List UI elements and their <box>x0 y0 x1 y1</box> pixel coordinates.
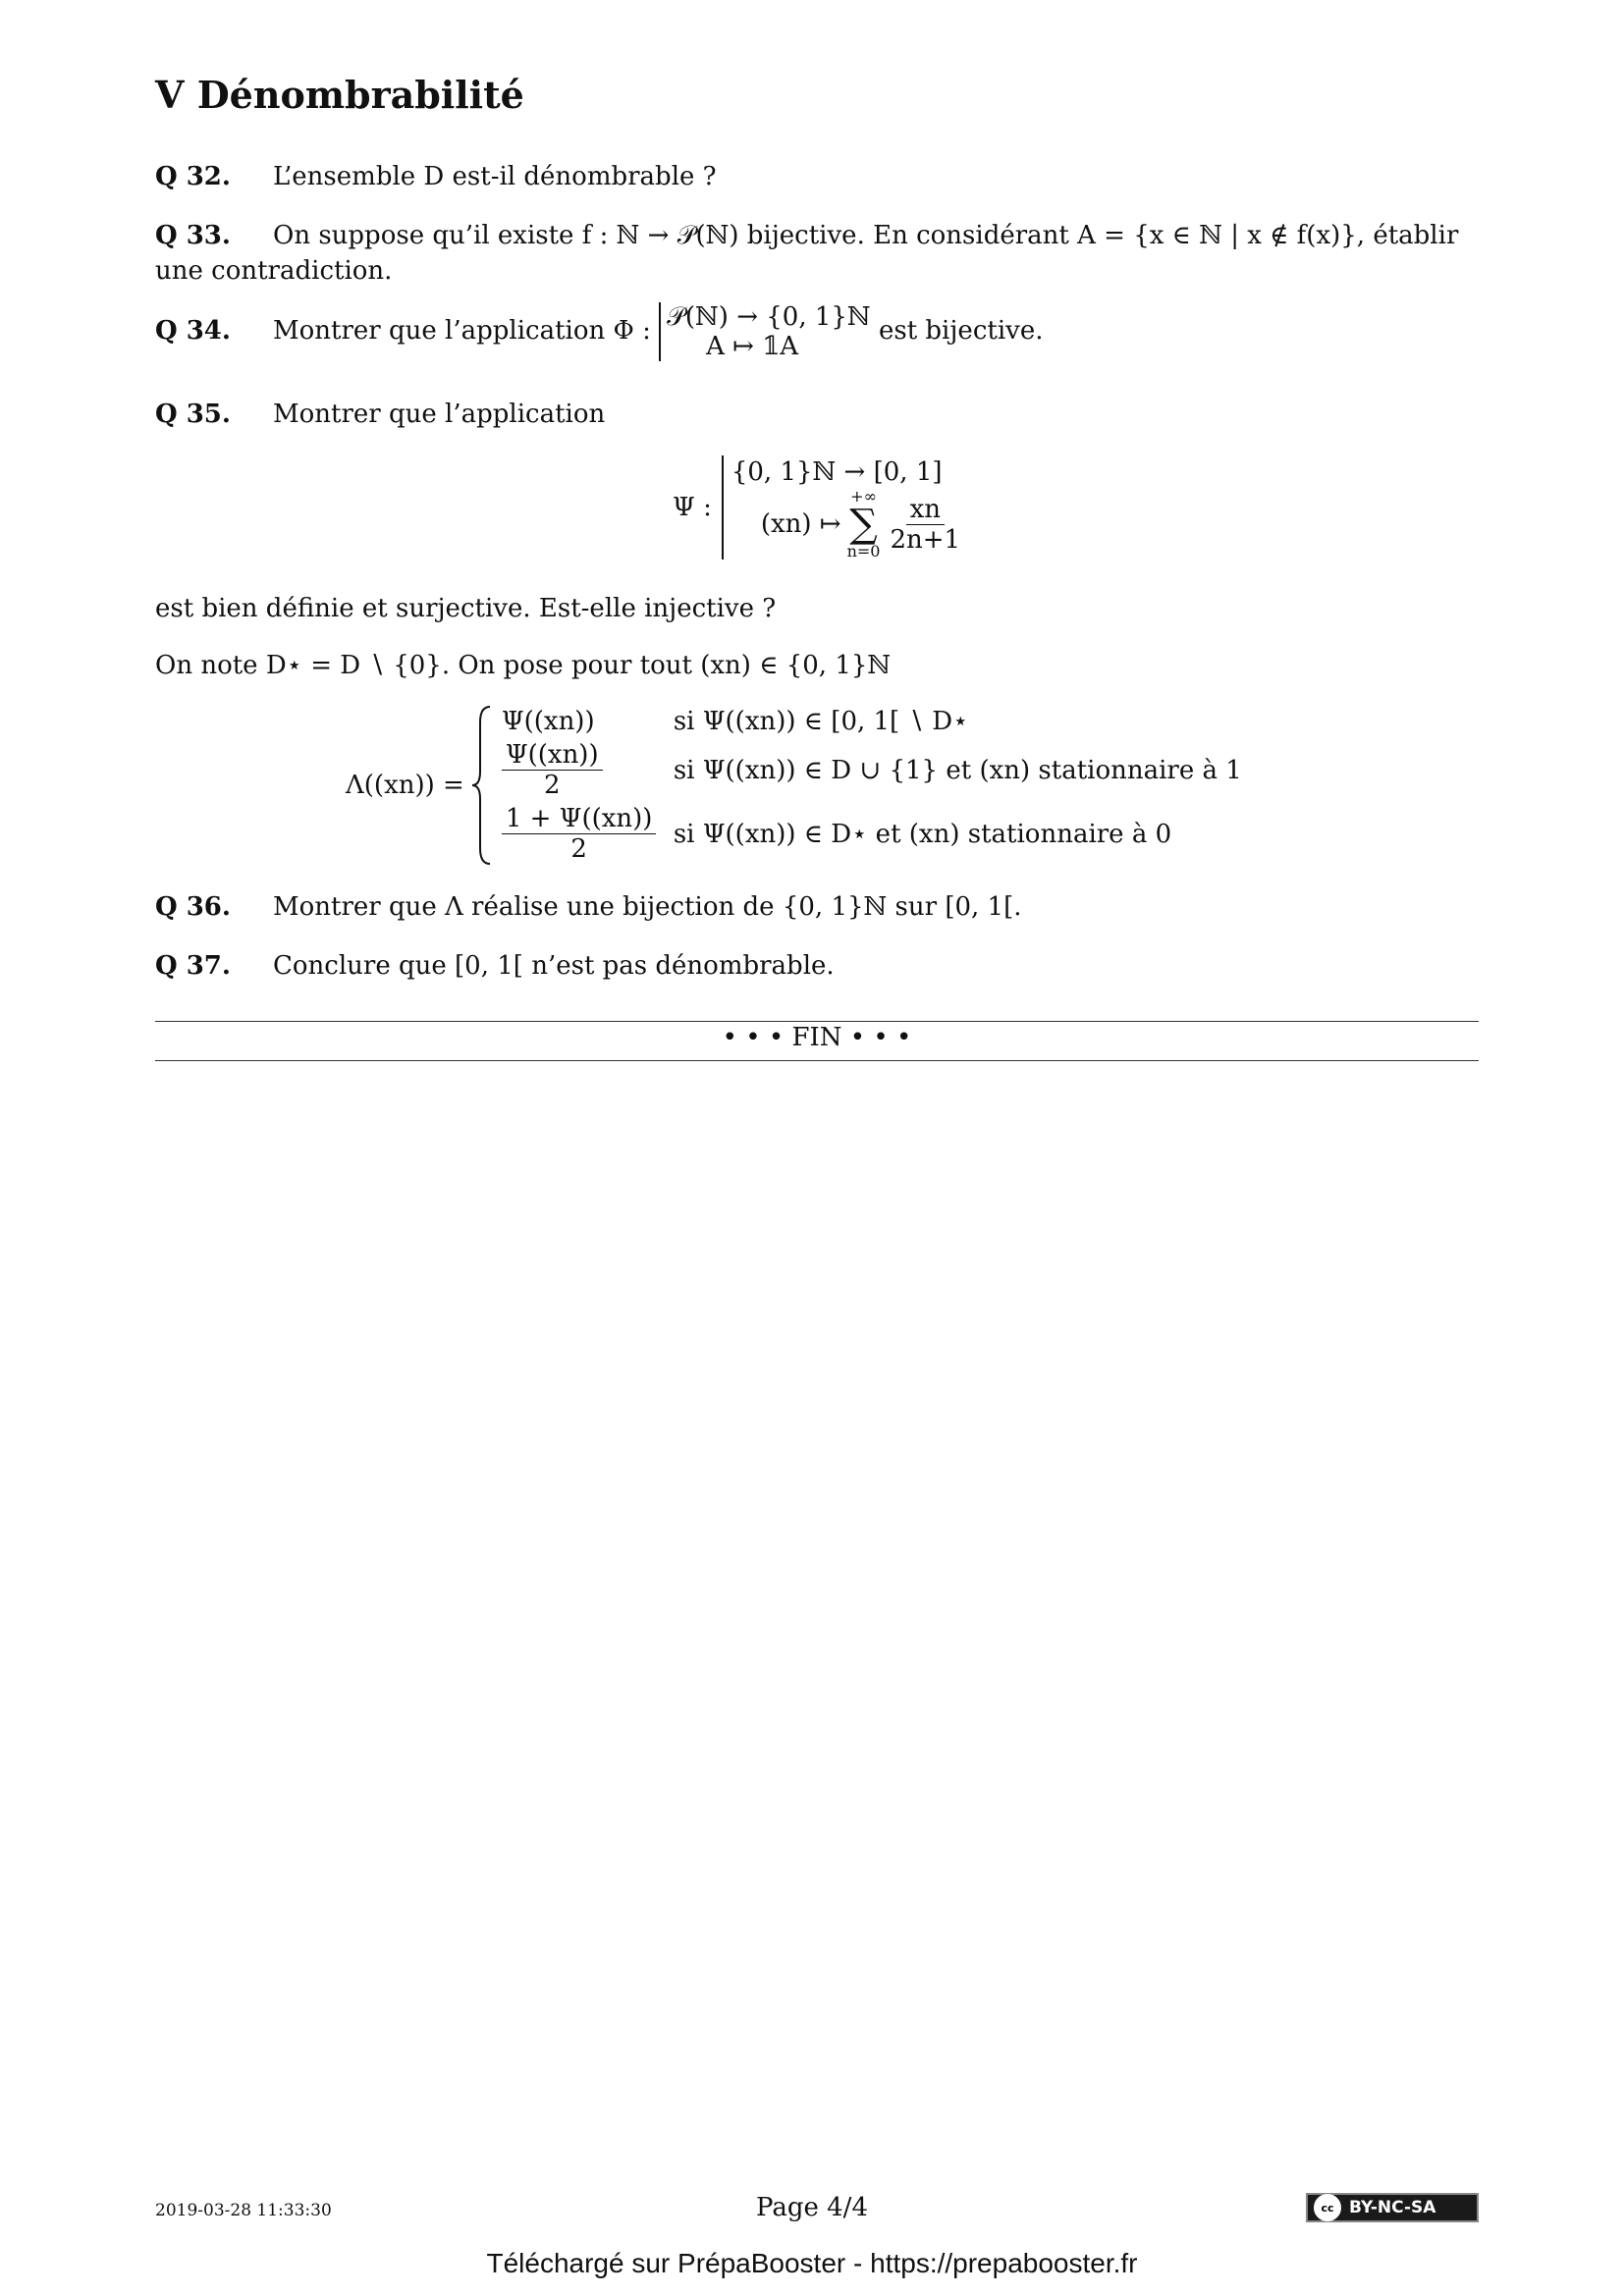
question-text: Montrer que Λ réalise une bijection de {0, 1}ℕ sur [0, 1[. <box>273 892 1022 922</box>
psi-name: Ψ : <box>673 493 712 522</box>
psi-den: 2n+1 <box>890 524 961 555</box>
question-text: Conclure que [0, 1[ n’est pas dénombrable. <box>273 951 835 981</box>
question-label: Q 32. <box>155 162 231 191</box>
question-label: Q 36. <box>155 892 231 922</box>
fin-rule-bottom <box>155 1060 1479 1061</box>
sum-operator <box>847 489 881 560</box>
footer-page: Page 4/4 <box>756 2193 868 2222</box>
question-36 <box>155 889 1481 925</box>
question-text: L’ensemble D est-il dénombrable ? <box>273 162 717 191</box>
sum-top: +∞ <box>850 487 877 506</box>
question-label: Q 33. <box>155 221 231 250</box>
question-37 <box>155 948 1481 984</box>
lambda-cases <box>502 707 1242 864</box>
case1-condition: si Ψ((xn)) ∈ [0, 1[ ∖ D⋆ <box>673 707 969 736</box>
cc-icon: cc <box>1314 2194 1341 2221</box>
footer-date: 2019-03-28 11:33:30 <box>155 2201 332 2220</box>
psi-num: xn <box>906 495 945 525</box>
question-33 <box>155 218 1481 289</box>
sum-symbol: ∑ <box>849 502 878 547</box>
case1-value: Ψ((xn)) <box>501 707 595 736</box>
question-label: Q 35. <box>155 400 231 429</box>
case3-condition: si Ψ((xn)) ∈ D⋆ et (xn) stationnaire à 0 <box>673 819 1172 849</box>
phi-map <box>659 302 871 361</box>
case2-den: 2 <box>543 771 561 800</box>
download-note: Téléchargé sur PrépaBooster - https://prepabooster.fr <box>486 2248 1138 2278</box>
question-text-after: est bijective. <box>878 316 1044 346</box>
psi-line1: {0, 1}ℕ → [0, 1] <box>731 457 943 487</box>
psi-map <box>722 455 964 560</box>
question-label: Q 34. <box>155 316 231 346</box>
section-title: V Dénombrabilité <box>155 73 524 117</box>
phi-map-line1: 𝒫(ℕ) → {0, 1}ℕ <box>667 302 871 332</box>
case2-num: Ψ((xn)) <box>502 740 603 771</box>
left-brace-icon <box>470 703 496 868</box>
question-32 <box>155 159 1481 194</box>
sum-bottom: n=0 <box>846 542 881 561</box>
psi-definition <box>673 455 964 560</box>
question-35 <box>155 397 1481 432</box>
fin-rule-top <box>155 1021 1479 1022</box>
psi-fraction <box>886 495 964 555</box>
license-label: BY-NC-SA <box>1349 2198 1436 2217</box>
psi-line2-left: (xn) ↦ <box>760 509 841 539</box>
on-note-text: On note D⋆ = D ∖ {0}. On pose pour tout (xn) ∈ {0, 1}ℕ <box>155 651 892 680</box>
psi-line2 <box>731 489 964 560</box>
phi-map-line2: A ↦ 𝟙A <box>706 332 799 361</box>
question-label: Q 37. <box>155 951 231 981</box>
after-psi-text: est bien définie et surjective. Est-elle injective ? <box>155 594 777 623</box>
question-text: Montrer que l’application <box>273 400 606 429</box>
case2-value <box>502 740 603 800</box>
fin-marker: • • • FIN • • • <box>722 1023 912 1052</box>
lambda-lhs: Λ((xn)) = <box>346 771 464 800</box>
case3-num: 1 + Ψ((xn)) <box>502 804 657 834</box>
cc-license-badge <box>1306 2193 1479 2222</box>
question-34 <box>155 302 1481 361</box>
lambda-definition <box>346 703 1242 868</box>
question-text: Montrer que l’application Φ : <box>273 316 651 346</box>
case2-condition: si Ψ((xn)) ∈ D ∪ {1} et (xn) stationnaire à 1 <box>673 755 1242 785</box>
case3-den: 2 <box>570 834 587 864</box>
case3-value <box>502 804 657 864</box>
question-text: On suppose qu’il existe f : ℕ → 𝒫(ℕ) bijective. En considérant A = {x ∈ ℕ | x ∉ f(x)}, établir une contradiction. <box>155 221 1459 286</box>
